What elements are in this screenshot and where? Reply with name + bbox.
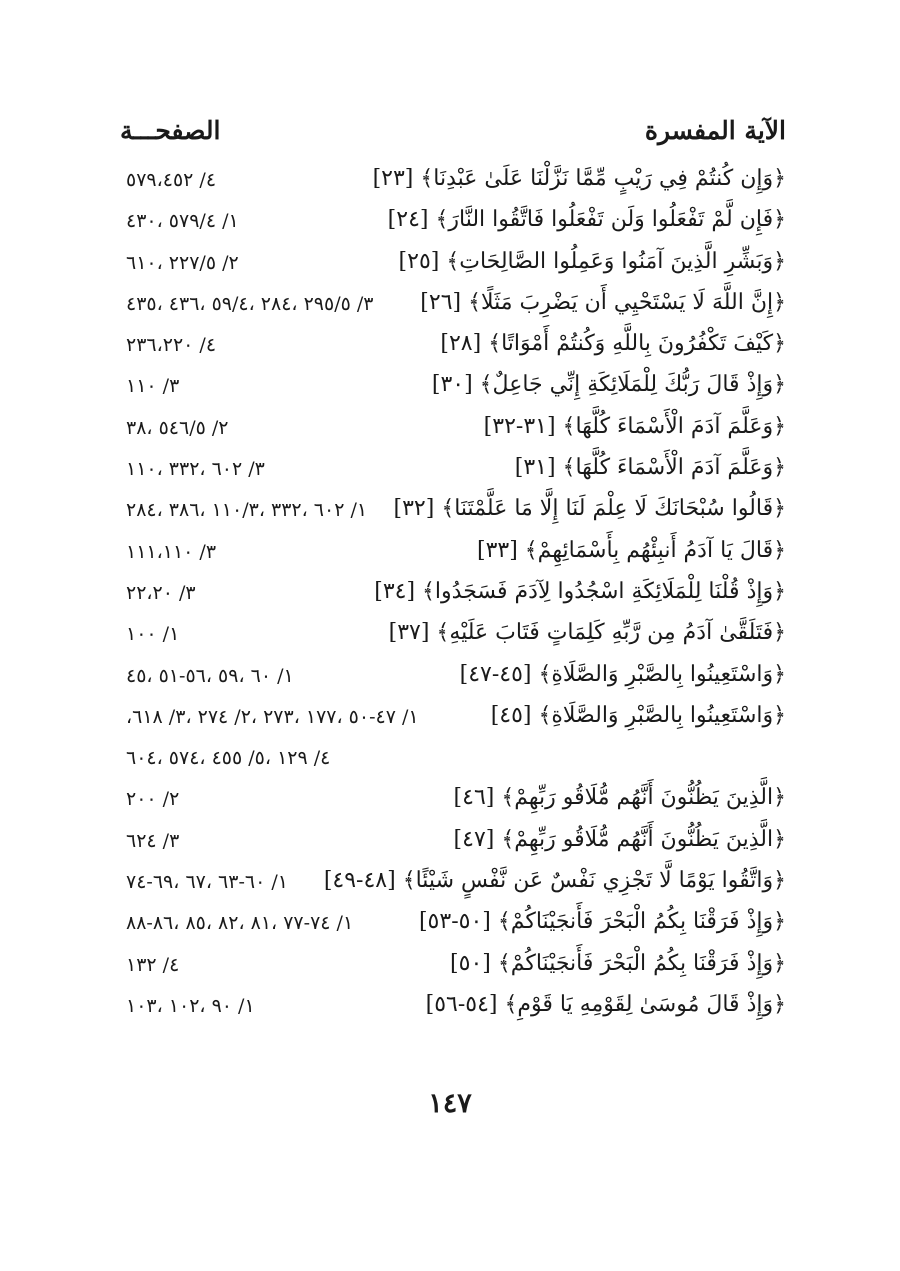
table-row [120,410,786,451]
page-references: ٢/ ٢٠٠ [126,788,180,811]
verse-text: ﴿إِنَّ اللَّهَ لَا يَسْتَحْيِي أَن يَضْرِبَ مَثَلًا﴾ [٢٦] [420,289,786,315]
verse-text: ﴿فَإِن لَّمْ تَفْعَلُوا وَلَن تَفْعَلُوا فَاتَّقُوا النَّارَ﴾ [٢٤] [387,207,786,233]
verse-text: ﴿وَإِذْ قَالَ مُوسَىٰ لِقَوْمِهِ يَا قَوْمِ﴾ [٥٤-٥٦] [425,991,786,1017]
verse-text: ﴿وَإِذْ قُلْنَا لِلْمَلَائِكَةِ اسْجُدُوا لِآدَمَ فَسَجَدُوا﴾ [٣٤] [374,578,786,604]
table-row [120,740,786,781]
verse-text: ﴿وَاسْتَعِينُوا بِالصَّبْرِ وَالصَّلَاةِ﴾ [٤٥-٤٧] [459,661,786,687]
page-references: ١/ ٦٠٢ ،٣٣٢ ،١١٠/٣ ،٣٨٦ ،٢٨٤ [126,499,368,522]
table-row [120,947,786,988]
page-references: ١/ ٩٠ ،١٠٢ ،١٠٣ [126,994,255,1017]
table-row [120,658,786,699]
table-row [120,988,786,1029]
table-row [120,864,786,905]
verse-text: ﴿الَّذِينَ يَظُنُّونَ أَنَّهُم مُّلَاقُو رَبِّهِمْ﴾ [٤٦] [453,785,786,811]
verse-text: ﴿الَّذِينَ يَظُنُّونَ أَنَّهُم مُّلَاقُو رَبِّهِمْ﴾ [٤٧] [453,826,786,852]
verse-text: ﴿قَالُوا سُبْحَانَكَ لَا عِلْمَ لَنَا إِلَّا مَا عَلَّمْتَنَا﴾ [٣٢] [393,496,786,522]
page-references: ١/ ٦٠-٦٣ ،٦٧ ،٦٩-٧٤ [126,871,288,894]
verse-text: ﴿وَبَشِّرِ الَّذِينَ آمَنُوا وَعَمِلُوا الصَّالِحَاتِ﴾ [٢٥] [398,248,786,274]
page-references: ٤/ ١٣٢ [126,953,180,976]
verse-text: ﴿وَإِذْ فَرَقْنَا بِكُمُ الْبَحْرَ فَأَنجَيْنَاكُمْ﴾ [٥٠-٥٣] [418,909,786,935]
table-row [120,534,786,575]
verse-text: ﴿فَتَلَقَّىٰ آدَمُ مِن رَّبِّهِ كَلِمَاتٍ فَتَابَ عَلَيْهِ﴾ [٣٧] [388,620,786,646]
table-row [120,162,786,203]
page-references: ٣/ ٢٢،٢٠ [126,581,196,604]
page-references: ٤/ ٥٧٩،٤٥٢ [126,169,217,191]
index-table [120,162,786,1029]
page-references: ٤/ ١٢٩ ،٥/ ٤٥٥ ،٥٧٤ ،٦٠٤ [126,747,331,770]
page-references: ٣/ ٦٠٢ ،٣٣٢ ،١١٠ [126,458,265,481]
verse-text: ﴿وَإِذْ فَرَقْنَا بِكُمُ الْبَحْرَ فَأَنجَيْنَاكُمْ﴾ [٥٠] [450,950,786,976]
page-references: ٢/ ٢٢٧/٥ ،٦١٠ [126,251,239,274]
verse-column-heading: الآية المفسرة [644,116,786,145]
verse-text: ﴿وَإِذْ قَالَ رَبُّكَ لِلْمَلَائِكَةِ إِنِّي جَاعِلٌ﴾ [٣٠] [431,372,786,398]
verse-text: ﴿وَاسْتَعِينُوا بِالصَّبْرِ وَالصَّلَاةِ﴾ [٤٥] [490,702,786,728]
page-references: ١/ ٥٧٩/٤ ،٤٣٠ [126,210,239,233]
table-row [120,286,786,327]
verse-text: ﴿وَإِن كُنتُمْ فِي رَيْبٍ مِّمَّا نَزَّلْنَا عَلَىٰ عَبْدِنَا﴾ [٢٣] [372,166,786,191]
page-references: ١/ ١٠٠ [126,623,180,646]
table-row [120,699,786,740]
verse-text: ﴿وَعَلَّمَ آدَمَ الْأَسْمَاءَ كُلَّهَا﴾ [٣١] [514,455,786,481]
page-number: ١٤٧ [428,1088,472,1119]
page-references: ٣/ ١١٠ [126,375,180,398]
page-references: ٣/ ١١١،١١٠ [126,540,217,563]
table-row [120,781,786,822]
page-references: ٣/ ٢٩٥/٥ ،٢٨٤ ،٥٩/٤ ،٤٣٦ ،٤٣٥ [126,292,374,315]
table-row [120,616,786,657]
table-row [120,245,786,286]
page-references: ٤/ ٢٣٦،٢٢٠ [126,334,217,357]
page-references: ٣/ ٦٢٤ [126,829,180,852]
verse-text: ﴿وَاتَّقُوا يَوْمًا لَّا تَجْزِي نَفْسٌ عَن نَّفْسٍ شَيْئًا﴾ [٤٨-٤٩] [323,868,786,894]
verse-text: ﴿وَعَلَّمَ آدَمَ الْأَسْمَاءَ كُلَّهَا﴾ [٣١-٣٢] [483,413,786,439]
page-references: ٢/ ٥٤٦/٥ ،٣٨ [126,416,229,439]
page-references: ١/ ٤٧-٥٠ ،١٧٧ ،٢٧٣ ،٢/ ٢٧٤ ،٣/ ٦١٨، [126,705,419,728]
page-references: ١/ ٦٠ ،٥٩ ،٥٦-٥١ ،٤٥ [126,664,294,687]
table-row [120,203,786,244]
page-references: ١/ ٧٤-٧٧ ،٨١ ،٨٢ ،٨٥ ،٨٦-٨٨ [126,912,354,935]
table-row [120,823,786,864]
table-header [120,116,786,150]
table-row [120,327,786,368]
table-row [120,368,786,409]
verse-text: ﴿كَيْفَ تَكْفُرُونَ بِاللَّهِ وَكُنتُمْ أَمْوَاتًا﴾ [٢٨] [440,331,786,357]
verse-text: ﴿قَالَ يَا آدَمُ أَنبِئْهُم بِأَسْمَائِهِمْ﴾ [٣٣] [476,537,786,563]
table-row [120,451,786,492]
table-row [120,575,786,616]
table-row [120,905,786,946]
table-row [120,492,786,533]
page-column-heading: الصفحـــة [120,116,221,145]
